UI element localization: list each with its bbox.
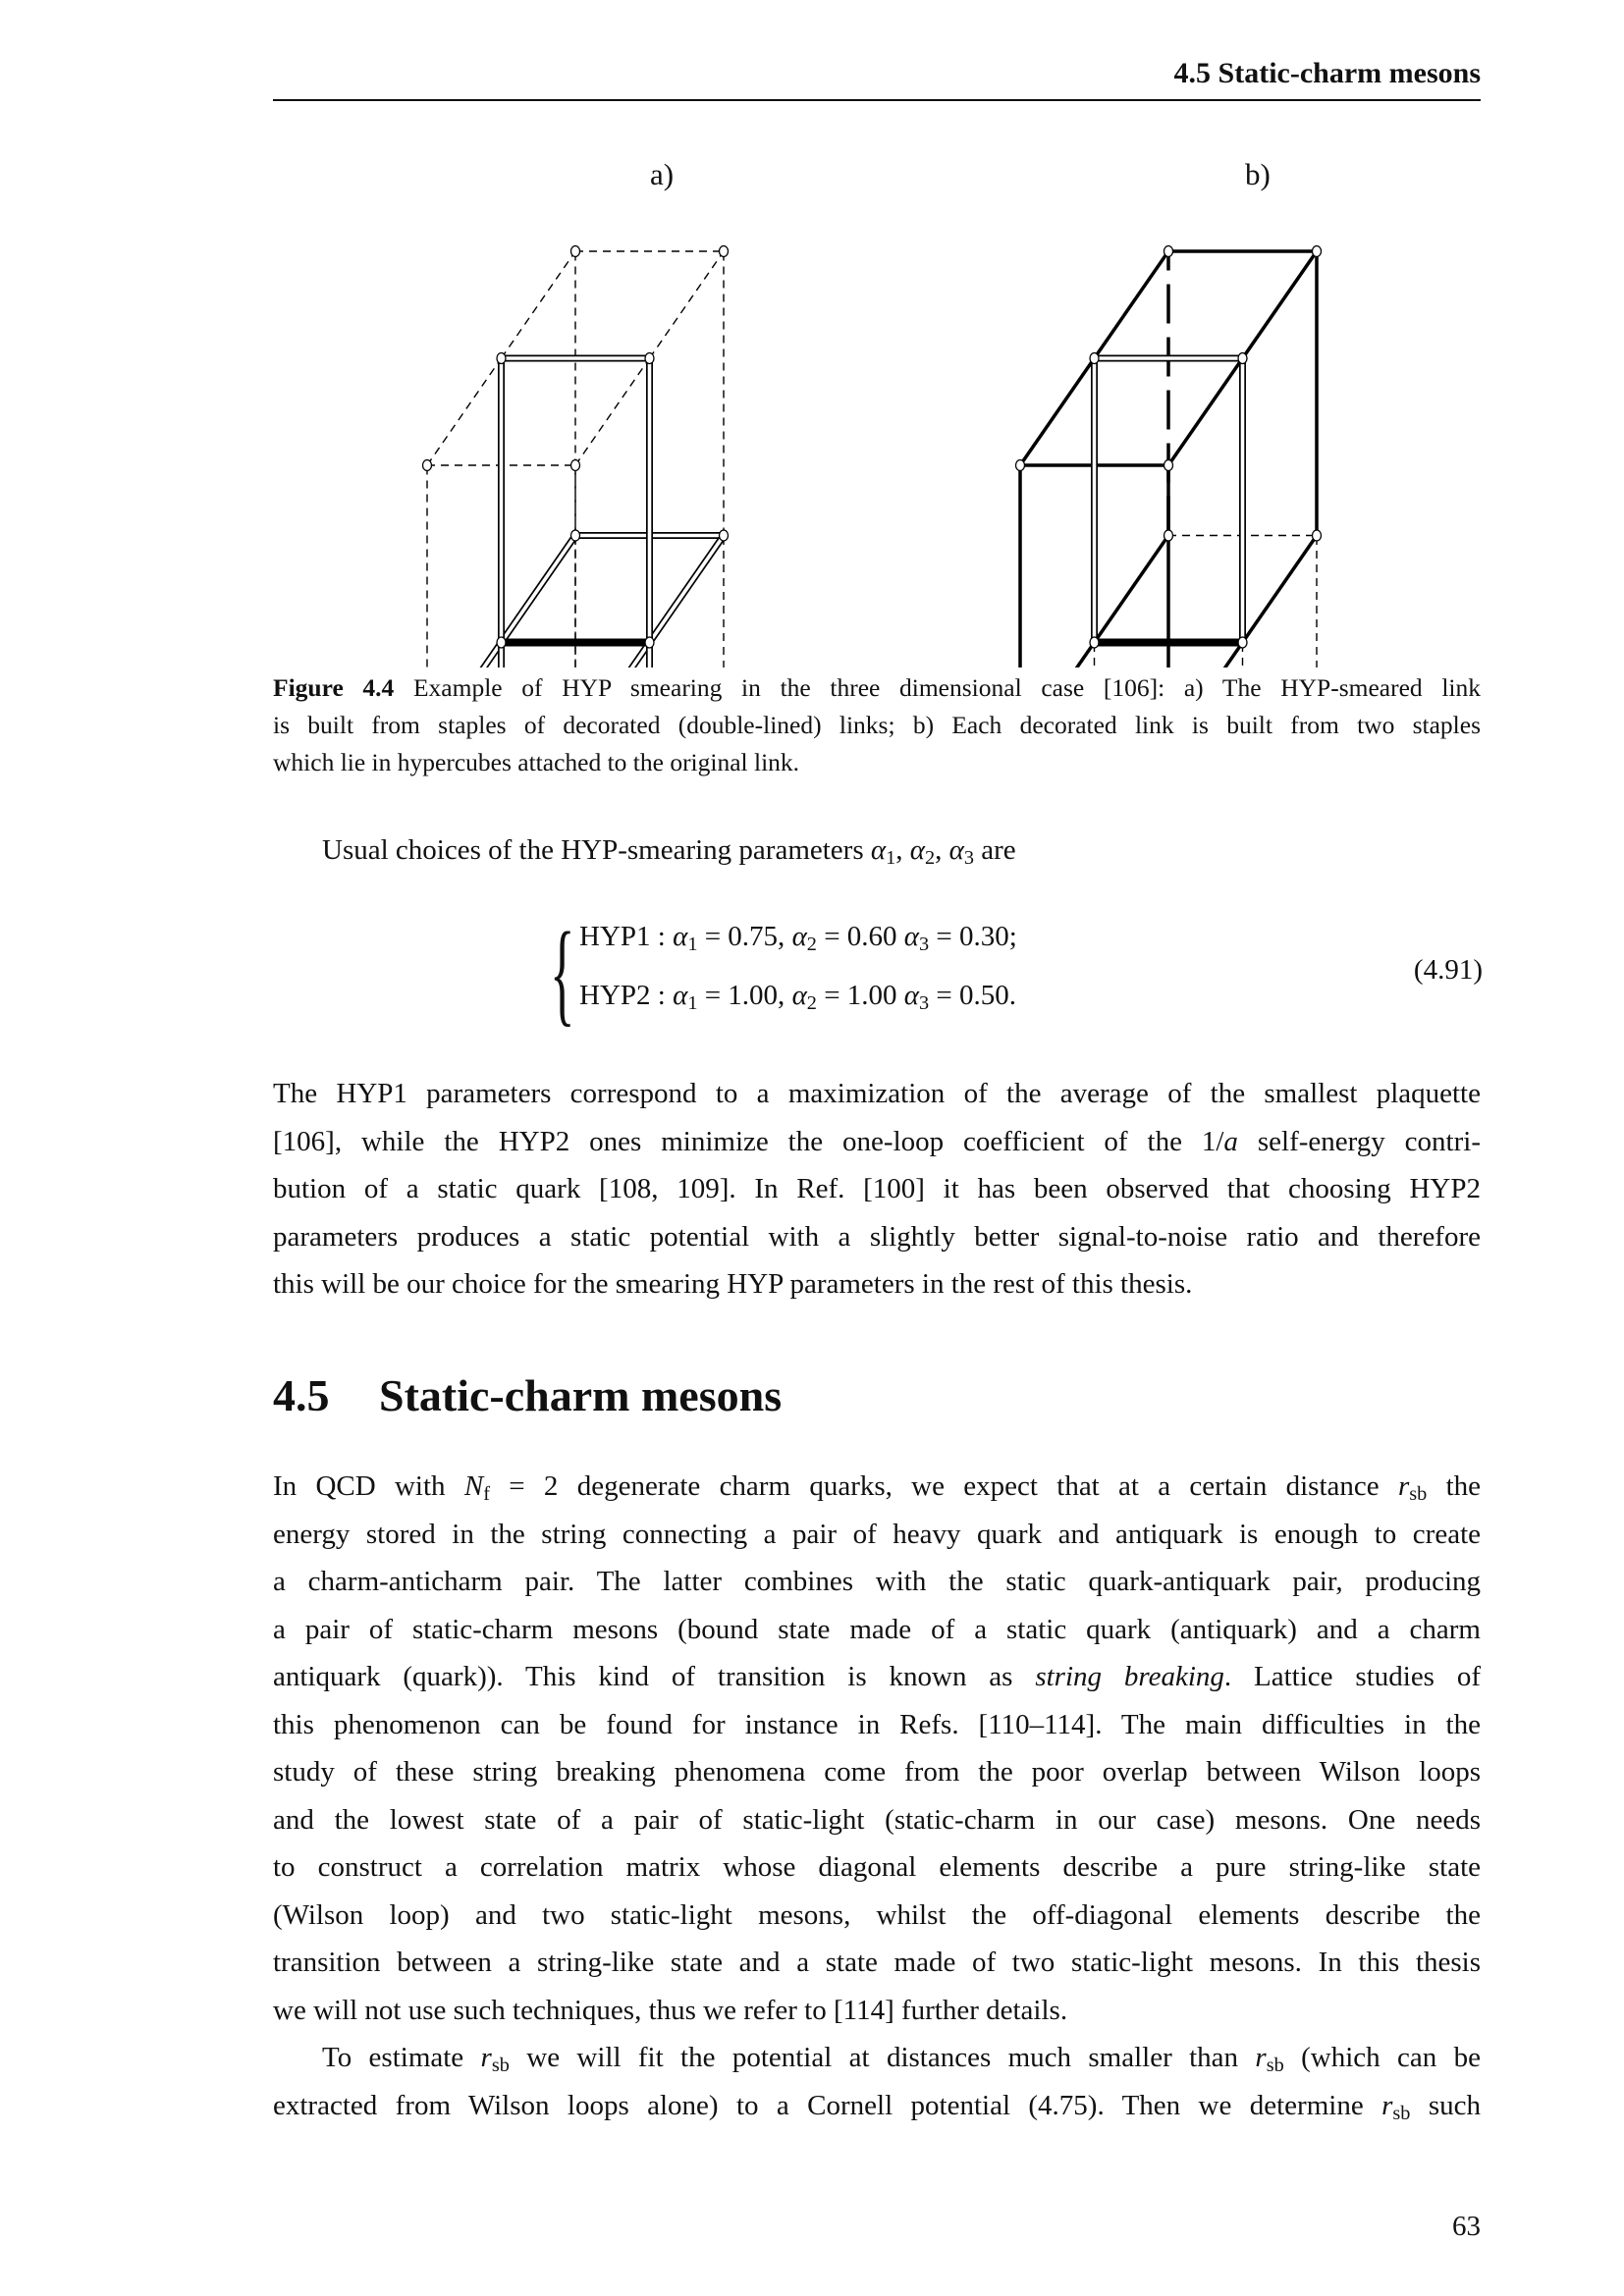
text-segment: and the lowest state of a pair of static-light (static-charm in our case) mesons. One needs — [273, 1803, 1481, 1836]
text-segment: HYP2 : — [579, 980, 674, 1011]
running-header: 4.5 Static-charm mesons — [1173, 57, 1481, 89]
math-symbol: α — [903, 980, 920, 1011]
subscript: 2 — [806, 992, 817, 1015]
math-symbol: r — [1397, 1470, 1410, 1502]
text-segment: , — [895, 834, 910, 866]
math-symbol: α — [909, 834, 925, 866]
text-segment: = 0.50. — [929, 980, 1017, 1011]
subscript: sb — [1392, 2102, 1411, 2124]
text-segment: extracted from Wilson loops alone) to a Cornell potential (4.75). Then we determine — [273, 2089, 1382, 2121]
fig-b-staple-link — [1095, 536, 1169, 643]
text-segment: transition between a string-like state and a state made of two static-light mesons. In this thesis — [273, 1947, 1481, 1978]
text-line — [273, 2034, 1481, 2082]
page-number: 63 — [1452, 2211, 1481, 2242]
figure-label-b: b) — [1245, 157, 1271, 191]
text-line — [579, 921, 1017, 956]
math-symbol: r — [1381, 2089, 1393, 2121]
subscript: 2 — [924, 847, 936, 870]
text-segment: is built from staples of decorated (double-lined) links; b) Each decorated link is built from two staples — [273, 711, 1481, 739]
figure-caption — [273, 669, 1481, 781]
text-line — [273, 1939, 1481, 1987]
text-line — [273, 669, 1481, 707]
math-symbol: α — [870, 834, 887, 866]
text-line — [273, 2082, 1481, 2130]
fig-b-lattice-site — [1238, 637, 1247, 648]
figure-number: Figure 4.4 — [273, 673, 395, 702]
subscript: 1 — [687, 992, 698, 1015]
math-symbol: α — [673, 980, 688, 1011]
text-segment: are — [974, 834, 1016, 866]
subscript: sb — [1266, 2055, 1284, 2077]
fig-a-dashed-link — [502, 251, 576, 358]
text-line — [273, 1748, 1481, 1796]
fig-a-dashed-link — [650, 251, 725, 358]
paragraph-estimate-rsb — [273, 2034, 1481, 2129]
equation-row-hyp2 — [579, 980, 1017, 1015]
fig-b-lattice-site — [1016, 460, 1025, 471]
equation-number: (4.91) — [1413, 954, 1483, 986]
fig-a-lattice-site — [423, 460, 432, 471]
fig-b-lattice-site — [1164, 246, 1173, 257]
text-line — [273, 1892, 1481, 1940]
fig-a-decorated-link-inner — [502, 536, 576, 643]
text-segment: (which can be — [1283, 2042, 1481, 2073]
text-segment: which lie in hypercubes attached to the original link. — [273, 748, 800, 776]
text-segment: , — [935, 834, 949, 866]
text-segment: parameters produces a static potential with a slightly better signal-to-noise ratio and therefore — [273, 1220, 1481, 1253]
paragraph-string-breaking — [273, 1463, 1481, 2034]
fig-b-staple-link — [1243, 536, 1318, 643]
fig-b-lattice-site — [1090, 637, 1099, 648]
math-symbol: r — [1255, 2042, 1267, 2073]
left-brace: { — [550, 908, 575, 1037]
subscript: sb — [491, 2055, 510, 2077]
text-line — [273, 1653, 1481, 1701]
text-segment: a charm-anticharm pair. The latter combines with the static quark-antiquark pair, producing — [273, 1566, 1481, 1597]
section-heading — [273, 1369, 782, 1421]
text-line — [273, 1463, 1481, 1511]
text-segment: antiquark (quark)). This kind of transition is known as — [273, 1661, 1036, 1692]
fig-a-dashed-link — [427, 358, 502, 465]
fig-b-lattice-site — [1090, 353, 1099, 364]
text-segment: such — [1410, 2089, 1481, 2121]
text-line — [579, 980, 1017, 1015]
text-line — [273, 1701, 1481, 1749]
fig-a-lattice-site — [645, 353, 654, 364]
subscript: 3 — [919, 992, 930, 1015]
fig-a-lattice-site — [497, 637, 506, 648]
text-segment: = 2 degenerate charm quarks, we expect that at a certain distance — [489, 1470, 1398, 1502]
figure-label-a: a) — [650, 157, 675, 191]
equation-row-hyp1 — [579, 921, 1017, 956]
math-symbol: N — [463, 1470, 484, 1502]
intro-sentence — [322, 834, 1016, 870]
text-segment: = 0.60 — [816, 921, 904, 952]
fig-a-lattice-site — [571, 246, 580, 257]
subscript: f — [483, 1483, 490, 1506]
fig-a-lattice-site — [497, 353, 506, 364]
text-line — [273, 1843, 1481, 1892]
text-segment: the — [1427, 1470, 1482, 1502]
text-segment: to construct a correlation matrix whose diagonal elements describe a pure string-like state — [273, 1851, 1481, 1883]
text-line — [273, 1606, 1481, 1654]
subscript: 3 — [963, 847, 974, 870]
math-symbol: α — [791, 921, 807, 952]
math-symbol: α — [948, 834, 964, 866]
text-segment: we will fit the potential at distances much smaller than — [509, 2042, 1256, 2073]
fig-b-staple-link — [1095, 251, 1169, 358]
text-segment: To estimate — [322, 2042, 481, 2073]
text-segment: we will not use such techniques, thus we refer to [114] further details. — [273, 1994, 1068, 2026]
fig-b-lattice-site — [1164, 530, 1173, 541]
text-segment: bution of a static quark [108, 109]. In Ref. [100] it has been observed that choosing HYP2 — [273, 1173, 1481, 1204]
text-segment: Usual choices of the HYP-smearing parameters — [322, 834, 871, 866]
text-segment: self-energy contri- — [1237, 1125, 1481, 1157]
math-symbol: string breaking — [1035, 1661, 1224, 1692]
text-segment: HYP1 : — [579, 921, 674, 952]
subscript: 2 — [806, 934, 817, 956]
text-line — [273, 1260, 1481, 1308]
fig-a-lattice-site — [571, 530, 580, 541]
fig-b-lattice-site — [1164, 460, 1173, 471]
text-line — [273, 1511, 1481, 1559]
text-segment: = 0.30; — [929, 921, 1017, 952]
math-symbol: α — [903, 921, 920, 952]
fig-b-staple-link — [1020, 643, 1095, 668]
fig-a-lattice-site — [571, 460, 580, 471]
text-line — [273, 1558, 1481, 1606]
section-number: 4.5 — [273, 1370, 330, 1420]
text-line — [273, 744, 1481, 781]
text-segment: In QCD with — [273, 1470, 464, 1502]
fig-a-dashed-link — [575, 358, 650, 465]
text-segment: (Wilson loop) and two static-light mesons, whilst the off-diagonal elements describe the — [273, 1898, 1481, 1931]
fig-a-decorated-link — [427, 643, 502, 668]
section-title: Static-charm mesons — [379, 1370, 783, 1420]
fig-b-staple-link — [1020, 358, 1095, 465]
subscript: 1 — [687, 934, 698, 956]
fig-a-lattice-site — [720, 530, 729, 541]
hyp-smearing-figure — [0, 0, 1624, 667]
text-line — [273, 1796, 1481, 1844]
subscript: sb — [1409, 1483, 1428, 1506]
math-symbol: α — [791, 980, 807, 1011]
text-segment: . Lattice studies of — [1223, 1661, 1482, 1692]
text-line — [273, 1070, 1481, 1118]
math-symbol: r — [480, 2042, 492, 2073]
text-segment: study of these string breaking phenomena come from the poor overlap between Wilson loops — [273, 1756, 1481, 1788]
subscript: 1 — [886, 847, 896, 870]
fig-b-lattice-site — [1313, 530, 1322, 541]
math-symbol: α — [673, 921, 688, 952]
fig-a-lattice-site — [720, 246, 729, 257]
text-line — [322, 834, 1016, 870]
text-segment: a pair of static-charm mesons (bound state made of a static quark (antiquark) and a charm — [273, 1613, 1481, 1645]
fig-a-decorated-link-inner — [650, 536, 725, 643]
equation-4-91 — [550, 908, 1483, 1041]
fig-b-lattice-site — [1313, 246, 1322, 257]
text-segment: = 1.00 — [816, 980, 904, 1011]
subscript: 3 — [919, 934, 930, 956]
text-line — [273, 707, 1481, 744]
text-segment: [106], while the HYP2 ones minimize the one-loop coefficient of the 1/ — [273, 1125, 1224, 1157]
paragraph-hyp-parameters — [273, 1070, 1481, 1308]
fig-b-staple-link — [1168, 358, 1243, 465]
math-symbol: a — [1223, 1125, 1238, 1157]
text-segment: this will be our choice for the smearing HYP parameters in the rest of this thesis. — [273, 1268, 1193, 1300]
text-line — [273, 1213, 1481, 1261]
fig-b-staple-link — [1243, 251, 1318, 358]
text-segment: energy stored in the string connecting a pair of heavy quark and antiquark is enough to create — [273, 1518, 1481, 1550]
text-segment: = 1.00, — [697, 980, 792, 1011]
fig-a-lattice-site — [645, 637, 654, 648]
text-segment: The HYP1 parameters correspond to a maximization of the average of the smallest plaquette — [273, 1078, 1481, 1109]
text-segment: this phenomenon can be found for instance in Refs. [110–114]. The main difficulties in the — [273, 1708, 1481, 1740]
text-line — [273, 1118, 1481, 1166]
text-segment: Example of HYP smearing in the three dimensional case [106]: a) The HYP-smeared link — [394, 673, 1481, 702]
text-line — [273, 1165, 1481, 1213]
text-line — [273, 1987, 1481, 2035]
text-segment: = 0.75, — [697, 921, 792, 952]
fig-b-lattice-site — [1238, 353, 1247, 364]
